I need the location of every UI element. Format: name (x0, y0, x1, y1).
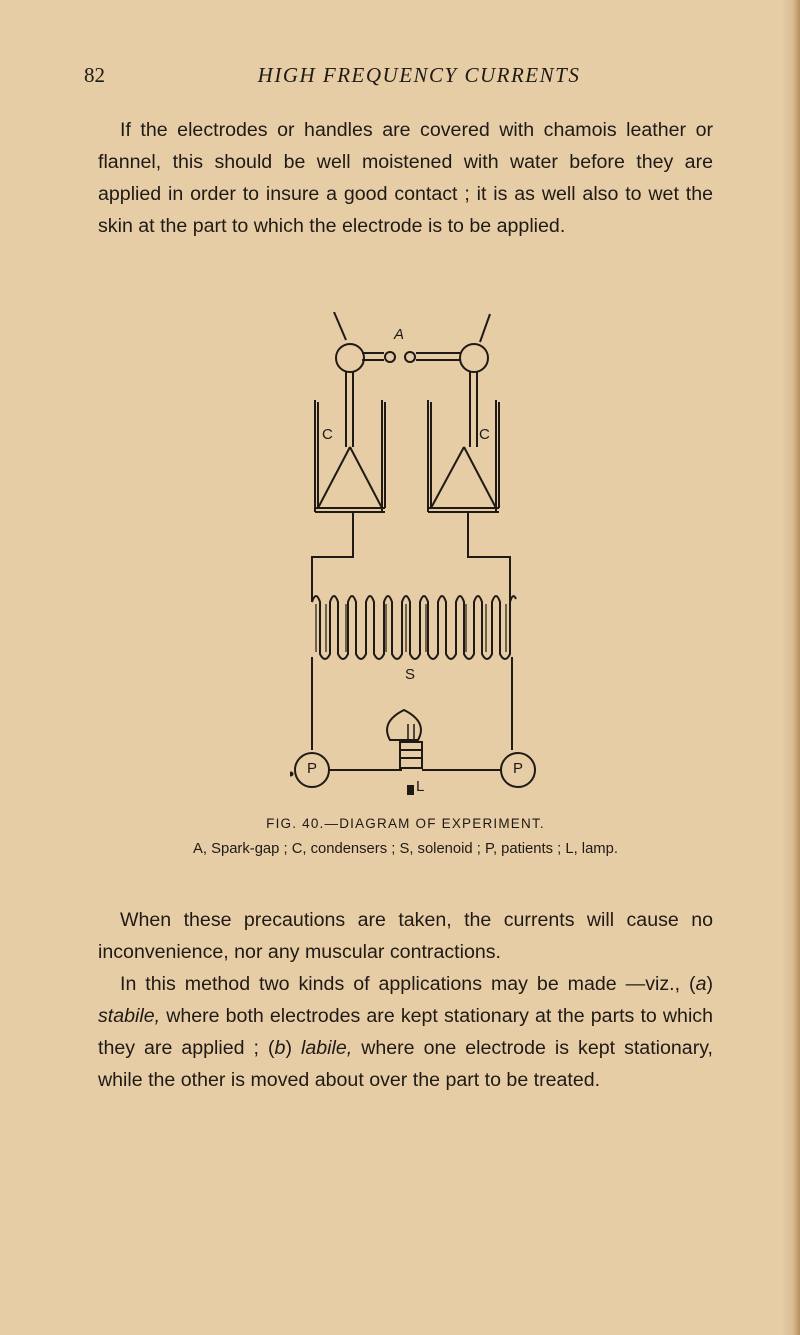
option-a-letter: a (695, 973, 707, 995)
knob-left (336, 344, 364, 372)
option-b-letter: b (274, 1037, 286, 1059)
option-a-mid: ) (706, 973, 713, 995)
circuit-diagram (290, 312, 550, 822)
ink-dot (290, 773, 293, 776)
knob-right (460, 344, 488, 372)
wire-top-right (480, 314, 490, 342)
label-spark-gap: A (394, 326, 405, 343)
option-b-text: where one electrode is kept stationary, while the other is moved about over the part to be treated. (98, 1037, 713, 1091)
running-title: HIGH FREQUENCY CURRENTS (257, 63, 581, 87)
label-lamp: L (416, 778, 425, 795)
label-condenser-left: C (322, 426, 333, 443)
label-solenoid: S (405, 666, 416, 683)
page-number: 82 (84, 63, 105, 87)
spark-ball-right (405, 352, 415, 362)
label-condenser-right: C (479, 426, 490, 443)
solenoid (312, 596, 516, 659)
paragraph-2: When these precautions are taken, the currents will cause no inconvenience, nor any muscular contractions. (98, 909, 713, 963)
paragraph-1: If the electrodes or handles are covered with chamois leather or flannel, this should be well moistened with water before they are applied in order to insure a good contact ; it is as well also to wet the skin at the part to which the electrode is to be applied. (98, 119, 713, 237)
spark-ball-left (385, 352, 395, 362)
figure-caption-title: FIG. 40.—DIAGRAM OF EXPERIMENT. (266, 816, 545, 831)
label-patient-right: P (513, 760, 524, 777)
figure-caption-legend: A, Spark-gap ; C, condensers ; S, solenoid ; P, patients ; L, lamp. (193, 841, 618, 857)
paragraph-3-lead: In this method two kinds of applications may be made —viz., ( (120, 973, 696, 995)
label-patient-left: P (307, 760, 318, 777)
paragraph-3 (98, 968, 713, 1096)
wire-top-left (334, 312, 346, 340)
wire-condenser-right (468, 512, 510, 602)
option-a-text: where both electrodes are kept stationary at the parts to which they are applied ; ( (98, 1005, 713, 1059)
page-edge (782, 0, 800, 1335)
wire-condenser-left (312, 512, 353, 602)
term-stabile: stabile, (98, 1005, 161, 1027)
page-header (84, 63, 724, 95)
option-b-mid: ) (285, 1037, 301, 1059)
term-labile: labile, (300, 1037, 353, 1059)
